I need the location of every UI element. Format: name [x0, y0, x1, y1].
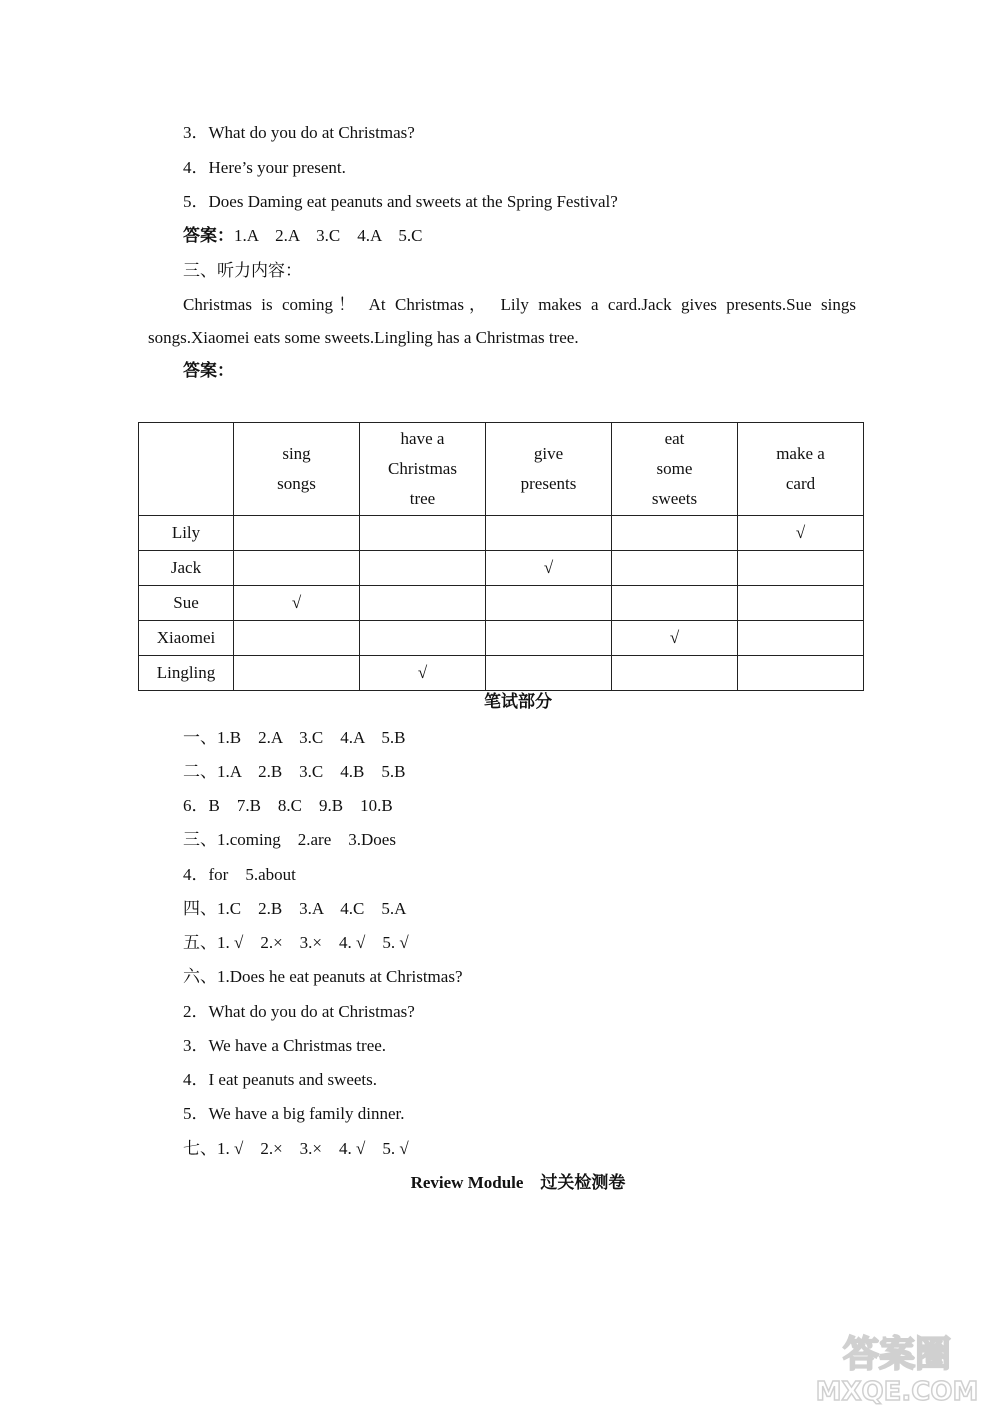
listening-line-1: Christmas is coming！ At Christmas， Lily makes a card.Jack gives presents.Sue sings [183, 295, 856, 314]
footer-title-en: Review Module [410, 1173, 524, 1192]
table-cell [486, 516, 612, 551]
table-cell [486, 586, 612, 621]
svg-text:答案圈: 答案圈 [842, 1334, 952, 1375]
written-line: 二、1.A 2.B 3.C 4.B 5.B [183, 762, 406, 781]
table-cell [738, 586, 864, 621]
question-line-3: 3．What do you do at Christmas? [183, 123, 415, 142]
table-row [139, 621, 864, 656]
table-cell [738, 621, 864, 656]
table-cell [612, 586, 738, 621]
written-line: 5．We have a big family dinner. [183, 1104, 405, 1123]
table-row [139, 551, 864, 586]
header-eat-some-sweets: eat some sweets [612, 423, 738, 516]
table-row [139, 656, 864, 691]
table-cell [612, 551, 738, 586]
table-cell [234, 551, 360, 586]
written-line: 六、1.Does he eat peanuts at Christmas? [183, 967, 463, 986]
answer-values: 1.A 2.A 3.C 4.A 5.C [234, 226, 423, 245]
table-header-row [139, 423, 864, 516]
table-cell: √ [612, 621, 738, 656]
answer-table [138, 422, 864, 691]
table-cell [612, 516, 738, 551]
answer-label: 答案： [183, 226, 234, 245]
written-line: 6．B 7.B 8.C 9.B 10.B [183, 796, 393, 815]
svg-text:MXQE.COM: MXQE.COM [815, 1377, 979, 1406]
table-cell [612, 656, 738, 691]
table-cell [360, 586, 486, 621]
footer-title-cn: 过关检测卷 [540, 1173, 626, 1192]
table-cell [738, 656, 864, 691]
table-corner-cell [139, 423, 234, 516]
row-name: Xiaomei [139, 621, 234, 656]
written-section-title: 笔试部分 [484, 692, 552, 711]
table-cell [360, 551, 486, 586]
table-cell [486, 621, 612, 656]
question-line-5: 5．Does Daming eat peanuts and sweets at the Spring Festival? [183, 192, 618, 211]
header-make-a-card: make a card [738, 423, 864, 516]
table-cell: √ [234, 586, 360, 621]
listening-paragraph [148, 288, 856, 354]
header-have-christmas-tree: have a Christmas tree [360, 423, 486, 516]
table-cell [234, 621, 360, 656]
table-cell [360, 516, 486, 551]
section-3-title: 三、听力内容： [183, 261, 302, 280]
question-line-4: 4．Here’s your present. [183, 158, 346, 177]
table-cell: √ [360, 656, 486, 691]
row-name: Lily [139, 516, 234, 551]
row-name: Sue [139, 586, 234, 621]
answer-line-1 [183, 225, 422, 247]
row-name: Jack [139, 551, 234, 586]
header-sing-songs: sing songs [234, 423, 360, 516]
written-line: 五、1. √ 2.× 3.× 4. √ 5. √ [183, 933, 409, 952]
table-cell: √ [738, 516, 864, 551]
table-row [139, 516, 864, 551]
listening-line-2: songs.Xiaomei eats some sweets.Lingling has a Christmas tree. [148, 328, 579, 347]
written-line: 四、1.C 2.B 3.A 4.C 5.A [183, 899, 407, 918]
written-line: 4．for 5.about [183, 865, 296, 884]
written-line: 4．I eat peanuts and sweets. [183, 1070, 378, 1089]
table-cell [234, 516, 360, 551]
written-line: 七、1. √ 2.× 3.× 4. √ 5. √ [183, 1139, 409, 1158]
written-line: 2．What do you do at Christmas? [183, 1002, 415, 1021]
row-name: Lingling [139, 656, 234, 691]
table-cell [486, 656, 612, 691]
watermark-logo [812, 1326, 982, 1406]
table-cell [234, 656, 360, 691]
table-cell [360, 621, 486, 656]
table-cell: √ [486, 551, 612, 586]
answer-label-2: 答案： [183, 361, 234, 380]
footer-title [0, 1172, 1000, 1194]
table-cell [738, 551, 864, 586]
table-row [139, 586, 864, 621]
header-give-presents: give presents [486, 423, 612, 516]
written-line: 三、1.coming 2.are 3.Does [183, 830, 396, 849]
written-line: 3．We have a Christmas tree. [183, 1036, 387, 1055]
written-line: 一、1.B 2.A 3.C 4.A 5.B [183, 728, 406, 747]
